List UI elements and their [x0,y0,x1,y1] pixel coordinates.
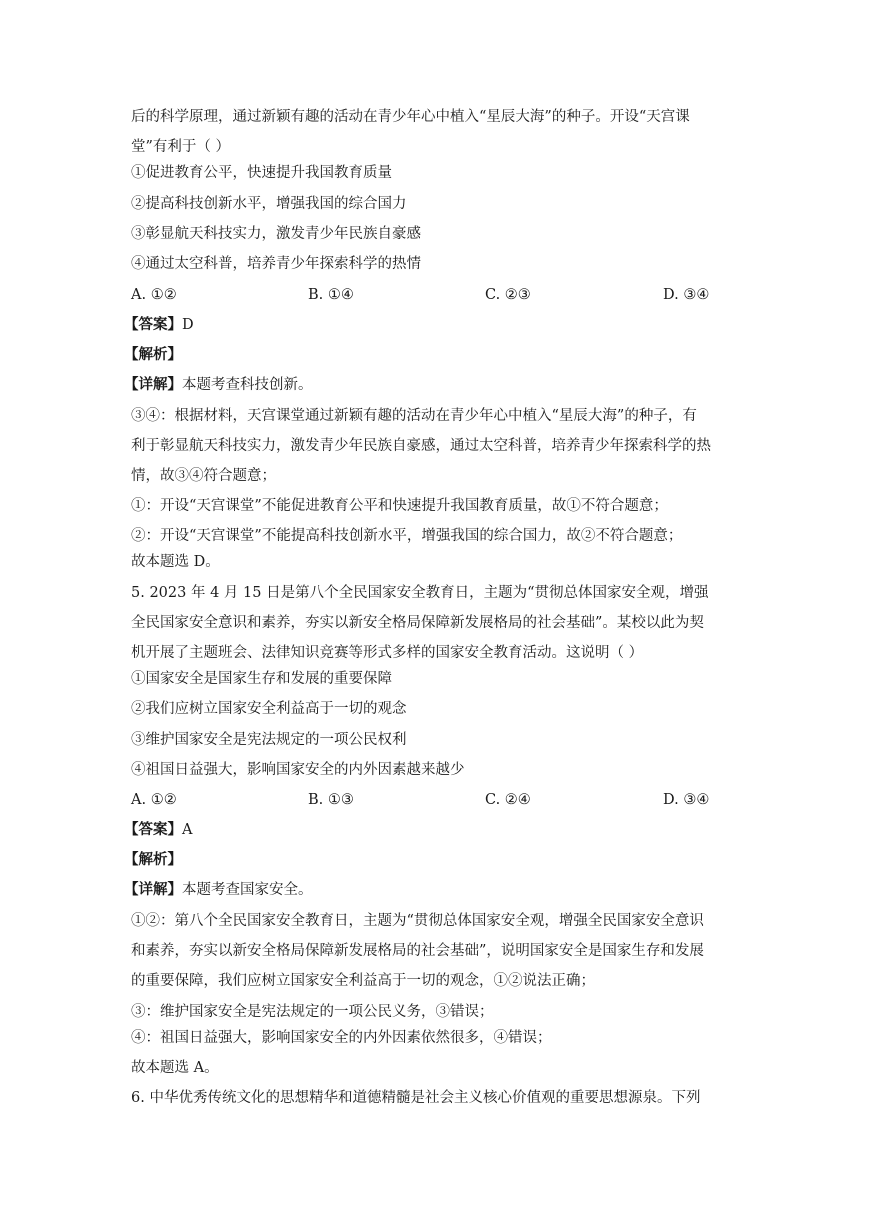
q4-stem-line: 后的科学原理，通过新颖有趣的活动在青少年心中植入“星辰大海”的种子。开设“天宫课 [131,109,690,125]
q5-conclusion: 故本题选 A。 [131,1060,219,1076]
q4-option-b: B. ①④ [308,287,354,303]
answer-label: 【答案】 [124,821,182,838]
q5-stem-line: 5. 2023 年 4 月 15 日是第八个全民国家安全教育日，主题为“贯彻总体国家安全观，增强 [131,585,709,601]
detail-label: 【详解】 [124,881,182,898]
q4-statement-2: ②提高科技创新水平，增强我国的综合国力 [131,196,407,212]
q6-stem-line: 6. 中华优秀传统文化的思想精华和道德精髓是社会主义核心价值观的重要思想源泉。下列 [131,1090,701,1106]
q4-answer [124,315,744,335]
q4-statement-4: ④通过太空科普，培养青少年探索科学的热情 [131,256,421,272]
q4-detail [124,375,744,395]
q5-stem-line: 机开展了主题班会、法律知识竞赛等形式多样的国家安全教育活动。这说明（ ） [131,645,644,661]
analysis-label: 【解析】 [124,851,182,868]
detail-label: 【详解】 [124,376,182,393]
answer-label: 【答案】 [124,316,182,333]
q4-analysis [124,345,744,365]
q4-explanation-line: ①：开设“天宫课堂”不能促进教育公平和快速提升我国教育质量，故①不符合题意； [131,498,668,514]
detail-text: 本题考查科技创新。 [182,377,313,393]
q4-explanation-line: ③④：根据材料，天宫课堂通过新颖有趣的活动在青少年心中植入“星辰大海”的种子，有 [131,408,697,424]
q4-option-d: D. ③④ [663,287,710,303]
analysis-label: 【解析】 [124,346,182,363]
q4-statement-3: ③彰显航天科技实力，激发青少年民族自豪感 [131,226,421,242]
q5-option-b: B. ①③ [308,792,354,808]
q5-analysis [124,850,744,870]
q5-statement-1: ①国家安全是国家生存和发展的重要保障 [131,671,392,687]
q4-statement-1: ①促进教育公平，快速提升我国教育质量 [131,165,392,181]
q5-explanation-line: 的重要保障，我们应树立国家安全利益高于一切的观念，①②说法正确； [131,973,595,989]
q4-explanation-line: ②：开设“天宫课堂”不能提高科技创新水平，增强我国的综合国力，故②不符合题意； [131,528,683,544]
q5-statement-4: ④祖国日益强大，影响国家安全的内外因素越来越少 [131,762,465,778]
q4-option-c: C. ②③ [485,287,531,303]
q5-detail [124,880,744,900]
q5-explanation-line: ③：维护国家安全是宪法规定的一项公民义务，③错误； [131,1004,494,1020]
q4-explanation-line: 情，故③④符合题意； [131,468,276,484]
answer-value: D [182,317,194,333]
q4-explanation-line: 利于彰显航天科技实力，激发青少年民族自豪感，通过太空科普，培养青少年探索科学的热 [131,438,711,454]
q5-explanation-line: ④：祖国日益强大，影响国家安全的内外因素依然很多，④错误； [131,1030,552,1046]
q5-statement-2: ②我们应树立国家安全利益高于一切的观念 [131,701,407,717]
q5-option-c: C. ②④ [485,792,531,808]
detail-text: 本题考查国家安全。 [182,882,313,898]
q5-explanation-line: ①②：第八个全民国家安全教育日，主题为“贯彻总体国家安全观，增强全民国家安全意识 [131,913,704,929]
q5-explanation-line: 和素养，夯实以新安全格局保障新发展格局的社会基础”，说明国家安全是国家生存和发展 [131,943,704,959]
q5-option-a: A. ①② [131,792,177,808]
q4-stem-line: 堂”有利于（ ） [131,139,231,155]
q5-stem-line: 全民国家安全意识和素养，夯实以新安全格局保障新发展格局的社会基础”。某校以此为契 [131,615,704,631]
q5-option-d: D. ③④ [663,792,710,808]
q4-option-a: A. ①② [131,287,177,303]
answer-value: A [182,822,193,838]
q4-conclusion: 故本题选 D。 [131,554,220,570]
q5-answer [124,820,744,840]
q5-statement-3: ③维护国家安全是宪法规定的一项公民权利 [131,732,407,748]
